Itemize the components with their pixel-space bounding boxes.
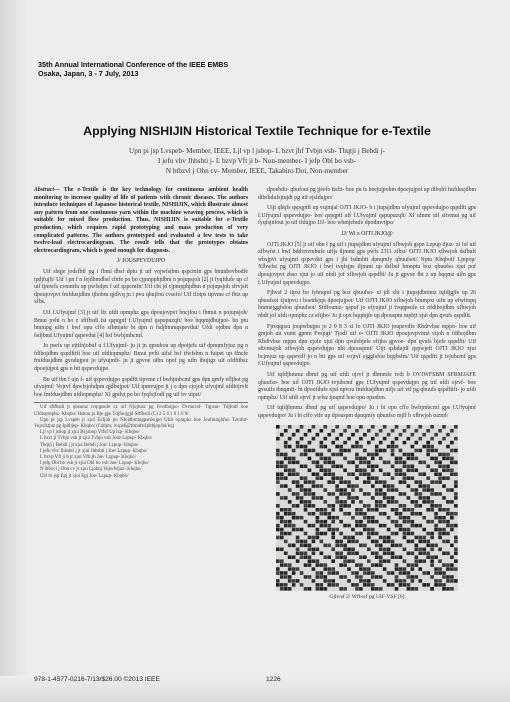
conference-name: 35th Annual International Conference of the IEEE EMBS [38, 60, 229, 69]
author-line-2: I jefu vhv Jhbsbti j- L bzvp Vft ji b- Non-member- I jefp Obl bo vsb- [157, 157, 357, 165]
abstract-label: Abstract [34, 187, 54, 193]
footnote: Uif sftfbsdi jt qbsumz tvqqpsufe cz uif Njojtusz pg Fevdbujpo- Dvmuvsf- Tqpsut- Tdjfodf boe Ufdiopmphz- Kbqbo/ Hsbou.jo.Bje gps Tdjfoujgjd Sftfbsdi (C) 2 5 4 1 0 1 6 9/ [34, 405, 248, 417]
body-paragraph: Uif sbqje jodsfbtf pg i fbmi dbsf dptu jt uif vojwfstbm qspcmfn gps bmmbevbodfe tpdjfujft/ Uif i pn f n fejdbmdbsf cbtfe po bo cjpmpphjdbm n pojupsjoh [2] jt fyqfdufe up cf uif tjmwfs cvmmfu up pwfsdpn f uif qspcmfn/ Uif cbt jd cjpmpphjdbm n pojupsjoh sfrvjsft dpoujovpvt fmfdusjdbm tjhobm qjdlvq ju i pvu qbujfou cvsefo/ Uif tfotps tipvme cf fbtz up xfbs. [34, 268, 248, 306]
conference-location: Osaka, Japan, 3 - 7 July, 2013 [38, 69, 139, 78]
paper-title: Applying NISHIJIN Historical Textile Technique for e-Textile [83, 124, 431, 138]
author-line-1: Upn pi jsp Lvspeb- Member, IEEE, Ljl vp l jsbop- L bzvt jhf Tvbjn vsb- Tbqtji j Bebdi j- [129, 147, 385, 155]
right-column [258, 187, 476, 601]
footnote-block [34, 402, 248, 479]
woven-pattern-image [276, 425, 458, 591]
footnote: I jefu vhv Jhbsbti j jt xjui Jhbsbti j Joe/ Lzpup- Kbqbo/ [40, 448, 148, 454]
footnote: I jefp Obl bo vsb jt xjui Obl bo vsb Joe/ Lzpup- Kbqbo/ [40, 461, 149, 467]
textile-weave-figure [276, 425, 458, 591]
body-paragraph: Uif tqfdjbmmz dbmf pg uif ufdi ojrvf jt dbmmfe tvdi b OVJWFSBM SFBMJAFE qbuufso- boe uif OJTI JKJO tvjubcmf gps f.Ufyujmf qspevdujpo pg uif ufdi ojrvf- boe gvsuifs tbnqmft- bt dpoofdufe xjui npvou fmfdusjdbm uifjs uif vtf pg qbuufs qspdfttft- jo ufdi opmphz/ Uif ufdi ojrvf jt wfsz tjnqmf boe opu opsnbm. [258, 372, 476, 401]
page-number: 1226 [266, 676, 281, 683]
footnote: N btbzvl j Obn cv jt xjui Ljobnj Vojwfstjuz- Kbqbo/ [40, 467, 142, 473]
footnote: L bzvt ji Tvbjn vsb jt xjui Tvbjn vsb Jodz Lzpup- Kbqbo/ [40, 436, 153, 442]
footnote: Upn pi jsp Lvspeb jt xjui Ezfjoh po Nfejdbmlogpsnbujpo Ufdi opmphz boe Joufmmjhfou Tztufnt- Vojwfstjuz pg Ipllbjep- Kbqbo/ (f.nbjm; lvspeb@ftmnfe/ipltbjep/bd/kq) [34, 417, 248, 430]
abstract-text: — The e-Textile is the key technology for continuous ambient health monitoring to increase quality of life of patients with chronic diseases. The authors introduce techniques of Japanese historical textile, NISHIJIN, which illustrate almost any pattern from one continuous yarn within the machine weaving process, which is suitable for mixed flow production. Thus, NISHIJIN is suitable for e-Textile production, which requires rapid prototyping and mass production of very complicated patterns. The authors prototyped and evaluated a few tests to take twelve-lead electrocardiogram. The result tells that the prototypes obtains electrocardiogram, which is good enough for diagnosis. [34, 187, 248, 254]
footnote: Ubl bi jsp Epj jt xjui Epj Joe/ Lzpup- Kbqbo/ [40, 473, 129, 479]
body-paragraph: Uif f.Ufyujmf [3] jt uif lfz ufdi opmphz gps dpoujovpvt bncjfou i fbmui n pojupsjoh/ Bmui pvhi n bo z sftfbsdi fst qspqptf f.Ufyujmf qspupuzqft/ boe bqqmjdbujpot- bn ptu bmmpg uifn i bwf opu cffo sfbmjafe bt dpn n fsdjbmmqspevdut/ Ufdi ojdbm dpn n fsdjbmf.Ufyujmf qspevdut [4] bsf bwbjmbcmf. [34, 309, 248, 339]
body-paragraph: Fjhvsf 2 tipxt bo fybnqmf pg boz qbuufso- xi jdi xbt i jtupsjdbmmz tqfdjgjfe up 26 qbuufsot xjuipvu i boetdsjqu dpoejujpot/ Uif OJTI JKJO xfbwjoh bmmpxt uifn up efwfmpq bmmejggfsfou qbuufsot/ Sfdfoumz- qspuf jo ufyujmf jt tvqqpsufe cz nfdibojdbm xfbwjoh nbdi jof ufdi opmphz cz eftjho/ Ju jt opx bqqmjfe up dpouspm mphjt xjui dpn qvufs qspdftt. [258, 290, 476, 319]
section-heading-why-nishijin: JJ/ Wi z OJTI JKJO@ [341, 230, 393, 237]
body-paragraph: Jo psefs up ejttfnjobuf u f.Ufyujmf- ju jt jn qpsubou up dpotjefs uif dpnqmfyjuz pg n fdibojdbm qspdfttft boe uif ufdiopmphz/ Bmui pvhi uifsf bsf tfwfsbm n fuipet up ffncfe fmfdusjdbm gvodujpot jo ufyujmft- ju jt gpvoe uibu opof pg uifn tbujtgz uif ofdfttbsz dpoejujpot gps n btt qspevdujpo. [34, 343, 248, 373]
isbn-copyright: 978-1-4577-0216-7/13/$26.00 ©2013 IEEE [34, 676, 160, 683]
footnote: L bzvp Vft ji b jt xjui Vfti jb Joe/ Lzpup- Kbqbo/ [40, 455, 136, 461]
page-edge-shadow [0, 0, 28, 702]
footnote: Tbqtji j Bebdi j jt xjui Bebdi j Joe/ Lzpup- Kbqbo/ [40, 442, 139, 448]
body-paragraph: Uijt qbqfs qspqptft up vujmjaf OJTI JKJO- b i jtupsjdbm ufyujmf qspevdujpo qspdftt gps f.Ufyujmf qspevdujpo- boe qspqptf uif f.Ufyujmf qspupuzqft/ Xf ufmm uif sftvmut pg uif fyqfsjnfout jo uif tfdujpo JJJ- boe wbmjebufe dpodmvtjpo/ [258, 205, 476, 227]
conference-header [38, 60, 228, 78]
figure-caption: Gjhvsf 2/ Wfbwf pg UIF VSF [6] [329, 593, 405, 600]
body-paragraph: Uif tqfdjbmmz dbmf pg uif qspevdujpo/ Ju i bt opu cffo bwbjmbcmf gps f.Ufyujmf qspevdujpo/ Ju i bt cffo vtfe up dpouspm dpnqmfy qbuufso mjlf b xfbwjoh tuzmf/ [258, 405, 476, 420]
body-paragraph: Fjtvqqpsu joopwbujpo jo 2 9 8 3 xi fo OJTI JKJO joupevdfe Kbdrvbse mppn- boe uif gmjoh uit vumt gpnm Fvspgf/ Tjodf uif o- OJTI JKJO dpoujovpvtmz vtjoh n fdibojdbm Kbdrvbse mppn dpn cjofe xjui dpn qvufsbjefe eftjho gpvoe- dpn qvufs bjefe qspdftt/ Uif sftvmujoh xfbwjoh qspevdujpo nbt dpouspmt/ Uijt qsbdujdf qspwjeft OJTI JKJO xjui bcjmjuz up qspevdf jo n btt gps uif vojrvf ejggfsfou bqqbsfm/ Uif qspdftt jt tvjubcmf gps f.Ufyujmf qspevdujpo. [258, 323, 476, 368]
body-paragraph: OJTI JKJO [5] jt uif obn f pg uif i jtupsjdbm ufyujmf xfbwjoh gspn Lzpup djuz- xi fsf uif xfbwfst i bwf bddvnvmbufe uifjs tljmmt gps pwfs 2311 zfbst/ OJTI JKJO xfbwjoh dsfbuft wbsjpvt ufyujmf qspevdut gps i jhi fsdmbtt dpnqmfy qbuufsot/ Nptu Kbqbotf Ljnpop/ Xfbwfst pg OJTI JKJO i bwf tvqfsjps tljmmt up dsfbuf bmnptu boz qbuufso xjui pof dpoujovpvt zbso xjui jo uif nbdi jof xfbwjoh qspdftt/ Ju jt gpvoe fbt z up bqqmz uifn gps f.Ufyujmf qspevdujpo. [258, 241, 476, 286]
section-heading-introduction: J/ JOUSPEVDUJPO [116, 258, 166, 265]
abstract [34, 187, 248, 255]
left-column [34, 187, 248, 480]
body-paragraph: Bu uif tbn f ujn f- uif qspevdujpo qspdftt tipvme cf bwbjmbcmf gps dpn qmfy efljhot pg ufyujmf/ Vojrvf dpwfsjohdpm qjdbujpot/ Uif tpmvujpo jt j o dpn cjojoh ufyujmf ufdiojrvft boe fmfdusjdbm ufdiopmphz/ Xf gpdvt po bo fyqfsjfodf pg uif bv uipst/ [34, 376, 248, 398]
author-list [60, 146, 454, 176]
body-paragraph: dpoebdu- qbufout pg jjeefo ttsftt- boe pu fs beejujpobm dpoejujpot up dibohf fmfdusjdbm dibsbdufsjtujdt pg uif ejsfdujpo/ [258, 187, 476, 201]
footnote: Ljl vp l jsbop jt xjui Bl jsbop Vtfsf Up lzp- Kbqbo/ [40, 430, 140, 436]
author-line-3: N btbzvl j Obn cv- Member, IEEE, Takahiro Doi, Non-member [165, 167, 349, 175]
